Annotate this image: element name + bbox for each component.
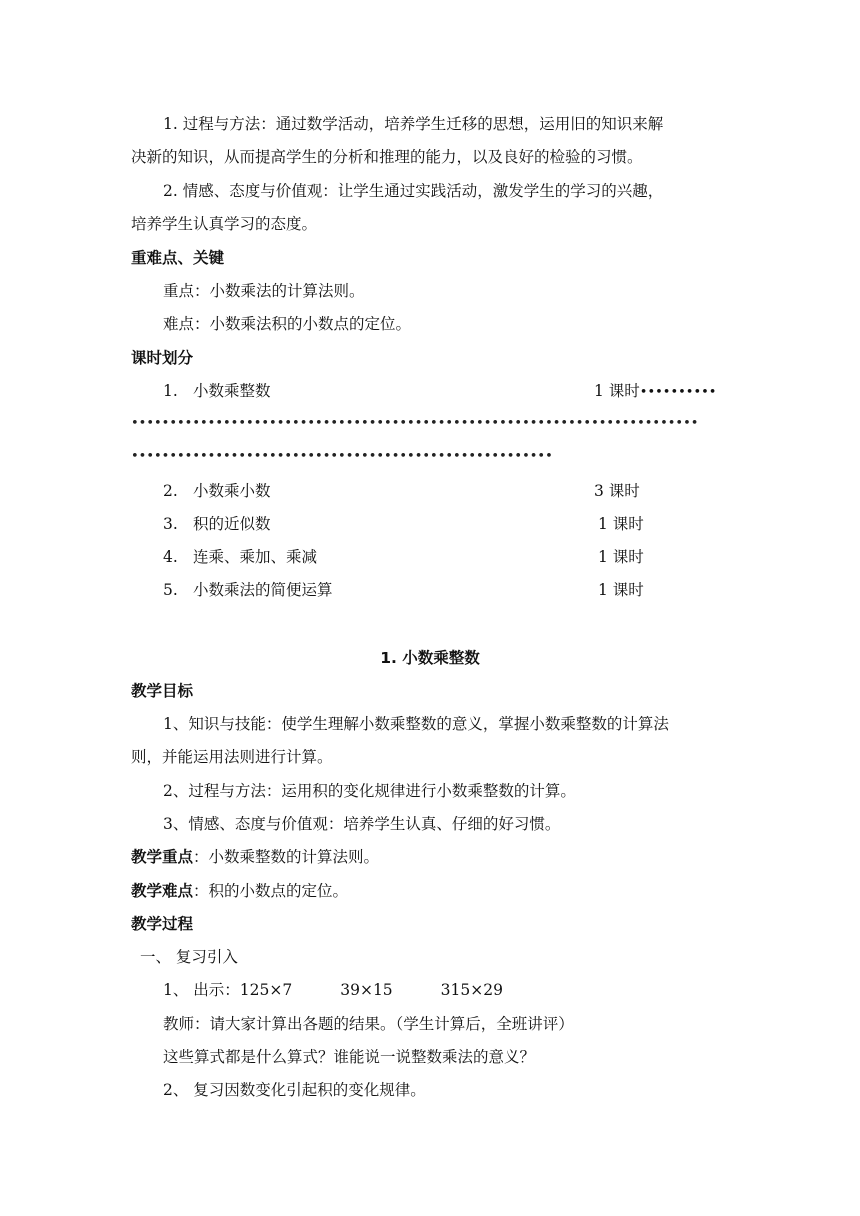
section-1-heading: 一、 复习引入 — [140, 948, 238, 966]
schedule-item-number: 4. — [163, 548, 178, 566]
goal-1-line-1: 1、知识与技能：使学生理解小数乘整数的意义，掌握小数乘整数的计算法 — [163, 715, 669, 733]
step-1 — [163, 979, 503, 1001]
schedule-item-2 — [163, 480, 271, 502]
key-point-difficulty: 难点：小数乘法积的小数点的定位。 — [163, 315, 412, 333]
schedule-item-number: 3. — [163, 515, 178, 533]
schedule-item-3-hours: 1 课时 — [598, 515, 644, 533]
schedule-item-name: 小数乘法的简便运算 — [193, 581, 333, 599]
schedule-item-4-hours: 1 课时 — [598, 548, 644, 566]
schedule-item-3 — [163, 513, 271, 535]
teaching-difficulty-label: 教学难点 — [131, 882, 194, 900]
goal-1-line-2: 则，并能运用法则进行计算。 — [131, 748, 333, 766]
goals-heading: 教学目标 — [131, 682, 194, 700]
schedule-item-2-hours: 3 课时 — [594, 482, 640, 500]
goal-3: 3、情感、态度与价值观：培养学生认真、仔细的好习惯。 — [163, 815, 561, 833]
key-points-heading: 重难点、关键 — [131, 249, 225, 267]
schedule-item-name: 小数乘整数 — [193, 382, 271, 400]
schedule-item-1 — [163, 380, 271, 402]
schedule-item-number: 1. — [163, 382, 178, 400]
schedule-heading: 课时划分 — [131, 349, 194, 367]
schedule-item-hours: 1 课时 — [594, 382, 640, 400]
leader-dots: •••••••••• — [639, 385, 717, 400]
schedule-item-name: 积的近似数 — [193, 515, 271, 533]
teaching-difficulty — [131, 880, 348, 902]
expression-1: 125×7 — [239, 981, 293, 999]
process-heading: 教学过程 — [131, 915, 194, 933]
objective-2-line-1: 1. 过程与方法：通过数学活动，培养学生迁移的思想，运用旧的知识来解 — [163, 115, 664, 133]
step-2: 2、 复习因数变化引起积的变化规律。 — [163, 1081, 426, 1099]
schedule-item-4 — [163, 546, 317, 568]
expression-3: 315×29 — [440, 981, 503, 999]
teaching-focus-text: ：小数乘整数的计算法则。 — [193, 848, 380, 866]
teaching-focus — [131, 846, 379, 868]
leader-dots-line-3: ••••••••••••••••••••••••••••••••••••••••••••••••••••••• — [131, 449, 553, 464]
expression-2: 39×15 — [340, 981, 393, 999]
question-line: 这些算式都是什么算式？谁能说一说整数乘法的意义？ — [163, 1048, 536, 1066]
teacher-instruction: 教师：请大家计算出各题的结果。（学生计算后，全班讲评） — [163, 1015, 574, 1033]
step-1-label: 1、 出示： — [163, 981, 240, 999]
teaching-difficulty-text: ：积的小数点的定位。 — [193, 882, 349, 900]
objective-3-line-1: 2. 情感、态度与价值观：让学生通过实践活动，激发学生的学习的兴趣， — [163, 182, 664, 200]
objective-3-line-2: 培养学生认真学习的态度。 — [131, 215, 318, 233]
objective-2-line-2: 决新的知识，从而提高学生的分析和推理的能力，以及良好的检验的习惯。 — [131, 148, 643, 166]
schedule-item-5 — [163, 579, 333, 601]
leader-dots-line-2: •••••••••••••••••••••••••••••••••••••••••••••••••••••••••••••••••••••••••• — [131, 416, 699, 431]
schedule-item-number: 2. — [163, 482, 178, 500]
lesson-title: 1. 小数乘整数 — [380, 649, 480, 667]
goal-2: 2、过程与方法：运用积的变化规律进行小数乘整数的计算。 — [163, 782, 576, 800]
teaching-focus-label: 教学重点 — [131, 848, 194, 866]
schedule-item-1-hours — [594, 380, 716, 404]
schedule-item-name: 小数乘小数 — [193, 482, 271, 500]
key-point-focus: 重点：小数乘法的计算法则。 — [163, 282, 365, 300]
schedule-item-name: 连乘、乘加、乘减 — [193, 548, 318, 566]
schedule-item-number: 5. — [163, 581, 178, 599]
schedule-item-5-hours: 1 课时 — [598, 581, 644, 599]
